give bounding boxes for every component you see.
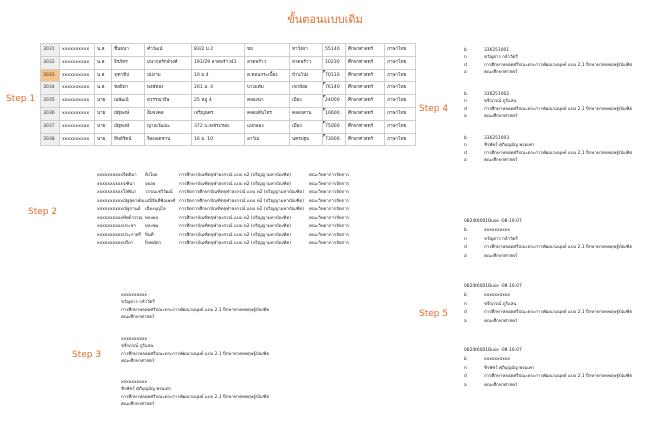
list-field: คณะวิทยาการจัดการ [309, 173, 350, 178]
spreadsheet-row [41, 107, 416, 120]
spreadsheet-cell[interactable]: เมือง [290, 95, 323, 108]
record-key: d [464, 310, 467, 316]
list-field: คณะวิทยาการจัดการ [309, 207, 350, 212]
spreadsheet-cell[interactable]: มนากุลรักษ์วงศ์ [145, 56, 192, 69]
spreadsheet-cell[interactable]: ต.ดอนกระเบื้อง [245, 69, 290, 82]
list-item [97, 215, 367, 224]
record-key: a [464, 158, 467, 164]
record-faculty: คณะศึกษาศาสตร์ [484, 114, 518, 120]
list-field: จุฑินา [123, 181, 135, 187]
spreadsheet-cell[interactable]: น.ส. [95, 56, 112, 69]
record-block [464, 283, 632, 327]
record-program: การศึกษาหลอดศรีปณะดระการพัฒนามนุษย์ แบบ 2.1 ปีกษาหาดหพฤษฐ์บัณฑิต [121, 394, 270, 400]
record-line [464, 253, 632, 262]
record-header: 0824t6001Buse -08-10-07 [464, 348, 522, 353]
list-field: ทองผล [145, 215, 158, 221]
record-key: d [464, 62, 467, 68]
list-field: xxxxxxxxxx [97, 215, 123, 221]
record-line [464, 236, 632, 245]
spreadsheet-cell[interactable]: 76140 [323, 82, 346, 95]
record-line [464, 292, 632, 301]
row-number[interactable]: 3034 [41, 82, 60, 95]
record-key: n [464, 143, 467, 149]
spreadsheet-cell[interactable]: เจริญนคร [192, 107, 245, 120]
list-item [97, 172, 367, 181]
record-faculty: คณะศึกษาศาสตร์ [484, 319, 518, 325]
spreadsheet-cell[interactable]: คลองต้นไทร [245, 107, 290, 120]
record-line [464, 106, 632, 113]
list-field: คณะวิทยาการจัดการ [309, 241, 350, 246]
spreadsheet-cell[interactable]: 372 ถ.เพชรเกษม [192, 120, 245, 133]
list-field: ปิ่งพนัดา [145, 241, 162, 246]
list-field: xxxxxxxxxx [97, 198, 123, 204]
spreadsheet-cell[interactable]: 83/2 ม.2 [192, 44, 245, 57]
spreadsheet-cell[interactable]: ญาณวัฒนะ [145, 120, 192, 133]
spreadsheet-cell[interactable]: ภาษาไทย [385, 133, 416, 146]
spreadsheet-cell[interactable]: จิรภัทร [112, 56, 145, 69]
record-line [464, 62, 632, 69]
row-number[interactable]: 3038 [41, 133, 60, 146]
record-key: n [464, 365, 467, 371]
record-program: การศึกษาหลอดศรีปณะดระการพัฒนามนุษย์ แบบ 2.1 ปีกษาหาดหพฤษฐ์บัณฑิต [484, 106, 633, 112]
spreadsheet-cell[interactable]: คลองนา [245, 95, 290, 108]
record-line [464, 301, 632, 310]
spreadsheet-cell[interactable]: สุวรรณวงิษ [145, 95, 192, 108]
list-field: จุยอย [145, 181, 156, 187]
record-program: การศึกษาหลอดศรีปณะดระการพัฒนามนุษย์ แบบ 2.1 ปีกษาหาดหพฤษฐ์บัณฑิต [121, 307, 270, 313]
record-key: b [464, 92, 467, 97]
record-program: การศึกษาหลอดศรีปณะดระการพัฒนามนุษย์ แบบ 2.1 ปีกษาหาดหพฤษฐ์บัณฑิต [484, 374, 633, 380]
list-item [97, 198, 367, 207]
spreadsheet-cell[interactable]: น.ส. [95, 82, 112, 95]
record-program: การศึกษาหลอดศรีปณะดระการพัฒนามนุษย์ แบบ 2.1 ปีกษาหาดหพฤษฐ์บัณฑิต [484, 62, 633, 68]
spreadsheet-cell[interactable]: 191/29 ลาดพร้าว41 [192, 56, 245, 69]
spreadsheet-grid [40, 43, 416, 146]
spreadsheet-cell[interactable]: xxxxxxxxxx [60, 120, 95, 133]
list-field: คณะวิทยาการจัดการ [309, 232, 350, 238]
spreadsheet-cell[interactable]: xxxxxxxxxx [60, 107, 95, 120]
record-faculty: คณะศึกษาศาสตร์ [484, 70, 518, 76]
record-line [464, 98, 632, 105]
spreadsheet-cell[interactable]: ภาษาไทย [385, 56, 416, 69]
record-key: d [464, 374, 467, 380]
record-line [464, 157, 632, 164]
spreadsheet-cell[interactable]: ศึกษาศาสตร์ [346, 69, 385, 82]
record-key: b [464, 227, 467, 233]
list-field: มณีจันทีพิณพงศ์ [145, 198, 176, 204]
record-name: ขวัญตาร กล้าวัดรี [484, 236, 518, 242]
list-item [97, 206, 367, 215]
record-key: n [464, 301, 467, 307]
spreadsheet-cell[interactable]: ภาษาไทย [385, 69, 416, 82]
spreadsheet-cell[interactable]: ภาษาไทย [385, 82, 416, 95]
record-id: xxxxxxxxxx [484, 292, 510, 298]
record-name: ขวัญตาร กล้าวัดรี [121, 300, 155, 306]
spreadsheet-cell[interactable]: 16 ม. 10 [192, 133, 245, 146]
record-name: ชิรพัชร์ ศุภิบุญมัญ พรมเพา [121, 387, 172, 393]
spreadsheet-row [41, 44, 416, 57]
list-item [97, 189, 367, 198]
record-line [464, 373, 632, 382]
record-key: n [464, 236, 467, 242]
list-field: การศึกษาบัณฑิตจุฬาลงกรณ์ แบบ ท2 (ปริญญามหาบัณฑิต) [179, 181, 292, 187]
spreadsheet-cell[interactable]: จุฑาทิป [112, 69, 145, 82]
spreadsheet-cell[interactable]: ภาษาไทย [385, 120, 416, 133]
spreadsheet-row [41, 133, 416, 146]
row-number[interactable]: 3036 [41, 107, 60, 120]
record-program: การศึกษาหลอดศรีปณะดระการพัฒนามนุษย์ แบบ 2.1 ปีกษาหาดหพฤษฐ์บัณฑิต [484, 245, 633, 251]
record-line [464, 69, 632, 76]
list-field: ประชา [123, 224, 136, 229]
record-key: d [464, 106, 467, 112]
list-field: คณะวิทยาการจัดการ [309, 215, 350, 221]
record-block [464, 91, 632, 121]
record-line [464, 54, 632, 61]
spreadsheet-row [41, 82, 416, 95]
list-field: โสพินา [123, 190, 137, 195]
page-title: ขั้นตอนแบบเดิม [287, 13, 363, 26]
spreadsheet-cell[interactable]: นครปฐม [290, 133, 323, 146]
spreadsheet-cell[interactable]: นาย [95, 107, 112, 120]
spreadsheet-cell[interactable]: ท่าวังผา [290, 44, 323, 57]
row-number[interactable]: 3035 [41, 95, 60, 108]
list-field: ทิงไอย [145, 173, 158, 178]
spreadsheet-cell[interactable]: ลาดพร้าว [290, 56, 323, 69]
spreadsheet-cell[interactable]: ณัฐพงษ์ [112, 120, 145, 133]
list-field: คณะวิทยาการจัดการ [309, 224, 350, 229]
spreadsheet-cell[interactable]: ภาษาไทย [385, 95, 416, 108]
row-number[interactable]: 3031 [41, 44, 60, 57]
spreadsheet-cell[interactable]: ศึกษาศาสตร์ [346, 133, 385, 146]
record-id: 336251002 [484, 92, 510, 97]
list-field: การศึกษาบัณฑิตจุฬาลงกรณ์ แบบ ท2 (ปริญญามหาบัณฑิต) [179, 173, 292, 178]
spreadsheet-cell[interactable]: xxxxxxxxxx [60, 56, 95, 69]
record-faculty: คณะศึกษาศาสตร์ [484, 158, 518, 164]
list-field: การจัดการศึกษาบัณฑิตจุฬาลงกรณ์ แบบ ท2 (ปริญญามหาบัณฑิต) [179, 190, 304, 195]
list-field: xxxxxxxxxx [97, 207, 123, 212]
step-5-label: Step 5 [419, 309, 449, 319]
record-key: a [464, 70, 467, 76]
spreadsheet-row [41, 56, 416, 69]
row-number[interactable]: 3032 [41, 56, 60, 69]
spreadsheet-cell[interactable]: 73000 [323, 133, 346, 146]
list-field: การศึกษาบัณฑิตจุฬาลงกรณ์ แบบ ท2 (ปริญญามหาบัณฑิต) [179, 241, 292, 246]
spreadsheet-cell[interactable]: พงษ์ทอง [145, 82, 192, 95]
record-program: การศึกษาหลอดศรีปณะดระการพัฒนามนุษย์ แบบ 2.1 ปีกษาหาดหพฤษฐ์บัณฑิต [484, 310, 633, 316]
spreadsheet-cell[interactable]: เขาย้อย [290, 82, 323, 95]
list-field: การศึกษาบัณฑิตจุฬาลงกรณ์ แบบ ท2 (ปริญญามหาบัณฑิต) [179, 215, 292, 221]
row-number[interactable]: 3033 [41, 69, 60, 82]
record-block [464, 135, 632, 165]
record-id: xxxxxxxxxx [121, 380, 147, 385]
record-key: b [464, 292, 467, 298]
record-faculty: คณะศึกษาศาสตร์ [484, 254, 518, 260]
list-item [97, 181, 367, 190]
spreadsheet-cell[interactable]: ชลธิดา [112, 82, 145, 95]
spreadsheet-cell[interactable]: 10230 [323, 56, 346, 69]
record-line [464, 150, 632, 157]
record-key: n [464, 55, 467, 61]
spreadsheet-cell[interactable]: ภาษาไทย [385, 44, 416, 57]
spreadsheet-cell[interactable]: เมือง [290, 120, 323, 133]
spreadsheet-cell[interactable]: ขย [245, 44, 290, 57]
list-field: การจัดการศึกษาบัณฑิตจุฬาลงกรณ์ แบบ ท2 (ปริญญามหาบัณฑิต) [179, 207, 304, 212]
record-key: b [464, 48, 467, 53]
list-field: xxxxxxxxxx [97, 224, 123, 229]
record-key: a [464, 254, 467, 260]
list-item [97, 223, 367, 232]
list-field: ณัฐกานต์ [123, 207, 141, 212]
list-field: ปิ่นดี [145, 232, 154, 238]
record-line [464, 47, 632, 54]
spreadsheet-cell[interactable]: 75000 [323, 120, 346, 133]
record-block [121, 379, 269, 409]
spreadsheet-cell[interactable]: ลาวัณ [245, 133, 290, 146]
spreadsheet-row [41, 95, 416, 108]
step-2-label: Step 2 [28, 207, 58, 217]
record-id: xxxxxxxxxx [484, 356, 510, 362]
record-line [464, 142, 632, 149]
list-field: คณะวิทยาการจัดการ [309, 190, 350, 195]
spreadsheet-cell[interactable]: xxxxxxxxxx [60, 69, 95, 82]
spreadsheet-cell[interactable]: จิลเลเดชาน [145, 133, 192, 146]
record-name: ชิรพัชร์ ศุภิบุญมัญ พรมเพา [484, 143, 535, 149]
list-field: ณัฐสุดาพ์ณ [123, 198, 145, 204]
list-field: xxxxxxxxxx [97, 190, 123, 195]
record-key: a [464, 383, 467, 389]
list-field: คณะวิทยาการจัดการ [309, 198, 350, 204]
record-line [464, 91, 632, 98]
spreadsheet-cell[interactable]: นาย [95, 133, 112, 146]
record-line [464, 356, 632, 365]
step-3-label: Step 3 [72, 350, 102, 360]
record-block [121, 336, 269, 366]
record-program: การศึกษาหลอดศรีปณะดระการพัฒนามนุษย์ แบบ 2.1 ปีกษาหาดหพฤษฐ์บัณฑิต [484, 150, 633, 156]
record-line [464, 382, 632, 391]
list-field: ทองชุม [145, 224, 159, 229]
record-id: xxxxxxxxxx [121, 337, 147, 342]
record-line [464, 309, 632, 318]
spreadsheet-cell[interactable]: ลาดพร้าว [245, 56, 290, 69]
record-key: d [464, 150, 467, 156]
spreadsheet-cell[interactable]: xxxxxxxxxx [60, 95, 95, 108]
list-field: เฉียงบุญไล [145, 207, 166, 212]
spreadsheet-cell[interactable]: ศึกษาศาสตร์ [346, 82, 385, 95]
record-block [464, 347, 632, 391]
list-field: การศึกษาบัณฑิตจุฬาลงกรณ์ แบบ ท2 (ปริญญามหาบัณฑิต) [179, 224, 292, 229]
list-field: xxxxxxxxxx [97, 232, 123, 238]
list-field: ทิพย์วรรณ [123, 215, 143, 221]
record-key: n [464, 99, 467, 105]
list-item [97, 240, 367, 249]
spreadsheet-cell[interactable]: ชื่นธนา [112, 44, 145, 57]
spreadsheet-cell[interactable]: นาย [95, 120, 112, 133]
record-id: xxxxxxxxxx [121, 293, 147, 298]
spreadsheet-cell[interactable]: 10 ม.4 [192, 69, 245, 82]
record-line [464, 135, 632, 142]
list-field: xxxxxxxxxx [97, 241, 123, 246]
record-name: ขจีรภรณ์ ภูริแสน [121, 344, 154, 350]
record-name: ขจีรภรณ์ ภูริแสน [484, 99, 517, 105]
spreadsheet-cell[interactable]: ศึกษาศาสตร์ [346, 120, 385, 133]
spreadsheet-row [41, 69, 416, 82]
list-item [97, 232, 367, 241]
record-key: b [464, 356, 467, 362]
spreadsheet-cell[interactable]: xxxxxxxxxx [60, 82, 95, 95]
spreadsheet-cell[interactable]: ศึกษาศาสตร์ [346, 107, 385, 120]
spreadsheet-cell[interactable]: บ้านโป่ง [290, 69, 323, 82]
record-block [464, 218, 632, 262]
spreadsheet-cell[interactable]: ภาษาไทย [385, 107, 416, 120]
record-faculty: คณะศึกษาศาสตร์ [121, 359, 155, 365]
record-name: ขจีรภรณ์ ภูริแสน [484, 301, 517, 307]
spreadsheet-cell[interactable]: ศึกษาศาสตร์ [346, 56, 385, 69]
record-id: xxxxxxxxxx [484, 227, 510, 233]
spreadsheet-cell[interactable]: ณัฐพงษ์ [112, 107, 145, 120]
list-field: การจัดการศึกษาบัณฑิตจุฬาลงกรณ์ แบบ ท2 (ปริญญามหาบัณฑิต) [179, 198, 304, 204]
spreadsheet-cell[interactable]: ทิพย์รัตน์ [112, 133, 145, 146]
spreadsheet-cell[interactable]: ณพัฒน์ [112, 95, 145, 108]
record-key: b [464, 136, 467, 141]
spreadsheet-cell[interactable]: 201 ม. 4 [192, 82, 245, 95]
record-id: 336251003 [484, 136, 510, 141]
record-block [121, 292, 269, 322]
record-header: 0824t6001Buse -08-10-07 [464, 284, 522, 289]
record-name: ชิรพัชร์ ศุภิบุญมัญ พรมเพา [484, 365, 535, 371]
record-faculty: คณะศึกษาศาสตร์ [484, 383, 518, 389]
spreadsheet-cell[interactable]: คลองสาน [290, 107, 323, 120]
spreadsheet-cell[interactable]: 24000 [323, 95, 346, 108]
step-2-list [97, 172, 367, 249]
spreadsheet-cell[interactable]: อิ่มจงคล [145, 107, 192, 120]
spreadsheet-cell[interactable]: xxxxxxxxxx [60, 44, 95, 57]
record-block [464, 47, 632, 77]
step-4-label: Step 4 [419, 104, 449, 114]
record-key: a [464, 114, 467, 120]
spreadsheet-cell[interactable]: คำวัฒน์ [145, 44, 192, 57]
spreadsheet-row [41, 120, 416, 133]
record-name: ขวัญตาร กล้าวัดรี [484, 55, 518, 61]
spreadsheet-cell[interactable]: xxxxxxxxxx [60, 133, 95, 146]
record-header: 0824t6001Buse -08-10-07 [464, 219, 522, 224]
spreadsheet-cell[interactable]: บางแค้ม [245, 82, 290, 95]
record-line [464, 113, 632, 120]
record-id: 336251001 [484, 48, 510, 53]
list-field: xxxxxxxxxx [97, 173, 123, 178]
spreadsheet-cell[interactable]: น.ส. [95, 44, 112, 57]
list-field: การศึกษาบัณฑิตจุฬาลงกรณ์ แบบ ท2 (ปริญญามหาบัณฑิต) [179, 232, 292, 238]
spreadsheet-cell[interactable]: นาย [95, 95, 112, 108]
spreadsheet-cell[interactable]: น.ส. [95, 69, 112, 82]
list-field: xxxxxxxxxx [97, 181, 123, 187]
spreadsheet-cell[interactable]: ศึกษาศาสตร์ [346, 44, 385, 57]
record-line [464, 244, 632, 253]
spreadsheet-cell[interactable]: แม่กลอง [245, 120, 290, 133]
spreadsheet-cell[interactable]: 55140 [323, 44, 346, 57]
record-faculty: คณะศึกษาศาสตร์ [121, 402, 155, 408]
record-line [464, 365, 632, 374]
record-faculty: คณะศึกษาศาสตร์ [121, 315, 155, 321]
spreadsheet-cell[interactable]: 25 หมู่ 4 [192, 95, 245, 108]
record-program: การศึกษาหลอดศรีปณะดระการพัฒนามนุษย์ แบบ 2.1 ปีกษาหาดหพฤษฐ์บัณฑิต [121, 351, 270, 357]
list-field: ปรียา [123, 241, 134, 246]
spreadsheet-cell[interactable]: ปปงาม [145, 69, 192, 82]
list-field: คณะวิทยาการจัดการ [309, 181, 350, 187]
spreadsheet-cell[interactable]: 10600 [323, 107, 346, 120]
record-line [464, 227, 632, 236]
list-field: วรรณเชวิวัฒน์ [145, 190, 173, 195]
record-key: a [464, 319, 467, 325]
step-1-label: Step 1 [6, 94, 36, 104]
list-field: จิตติมา [123, 173, 137, 178]
record-key: d [464, 245, 467, 251]
list-field: ประภาศรี [123, 232, 142, 238]
row-number[interactable]: 3037 [41, 120, 60, 133]
spreadsheet-cell[interactable]: 70110 [323, 69, 346, 82]
spreadsheet-cell[interactable]: ศึกษาศาสตร์ [346, 95, 385, 108]
record-line [464, 318, 632, 327]
